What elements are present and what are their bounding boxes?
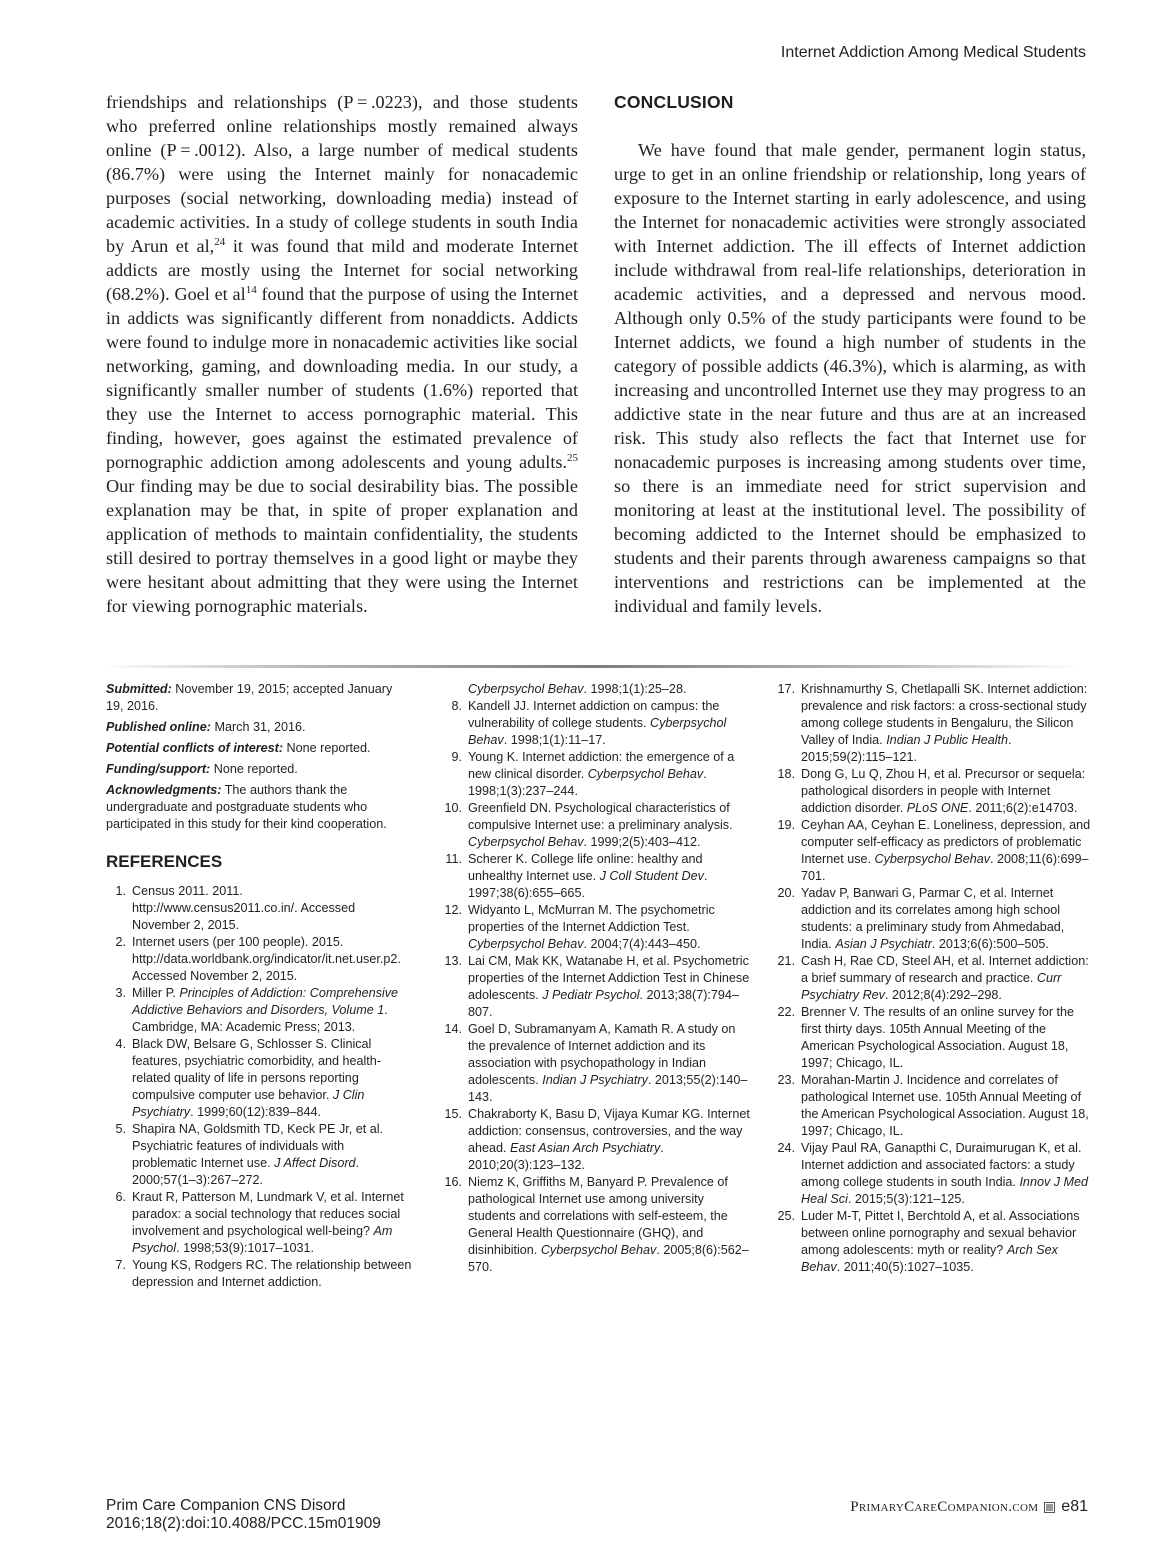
- reference-item: [775, 953, 1093, 1004]
- reference-item: [106, 883, 412, 934]
- reference-item: [775, 817, 1093, 885]
- body-column-right: [614, 90, 1086, 618]
- references-heading: REFERENCES: [106, 852, 223, 871]
- reference-item: [775, 766, 1093, 817]
- published-info: [106, 719, 412, 736]
- reference-item: [775, 1004, 1093, 1072]
- reference-journal: Cyberpsychol Behav: [468, 835, 584, 849]
- reference-text: Krishnamurthy S, Chetlapalli SK. Internet addiction: prevalence and risk factors: a cross-sectional study among college students in Bengaluru, the Silicon Valley of India.: [801, 682, 1088, 747]
- reference-number: 7.: [115, 1258, 126, 1272]
- reference-citation: . 2013;55(2):140–143.: [468, 1073, 748, 1104]
- conclusion-paragraph: We have found that male gender, permanent login status, urge to get in an online friendship or relationship, long years of exposure to the Internet starting in early adolescence, and using the Internet for nonacademic activities were strongly associated with Internet addiction. The ill effects of Internet addiction include withdrawal from real-life relationships, deterioration in academic activities, and a depressed and nervous mood. Although only 0.5% of the study participants were found to be Internet addicts, we found a high number of students in the category of possible addicts (46.3%), which is alarming, as with increasing and uncontrolled Internet use they may progress to an addictive state in the near future and thus are at an increased risk. This study also reflects the fact that Internet use for nonacademic purposes is increasing among students over time, so there is an immediate need for strict supervision and monitoring at least at the institutional level. The possibility of becoming addicted to the Internet should be emphasized to students and their parents through awareness campaigns so that interventions and restrictions can be implemented at the individual and family levels.: [614, 140, 1086, 616]
- published-label: Published online:: [106, 720, 211, 734]
- reference-item: [442, 749, 754, 800]
- reference-citation: . 1999;2(5):403–412.: [583, 835, 701, 849]
- reference-citation: . 2005;8(6):562–570.: [468, 1243, 749, 1274]
- reference-citation: . 2008;11(6):699–701.: [801, 852, 1089, 883]
- reference-citation: . 2000;57(1–3):267–272.: [132, 1156, 360, 1187]
- reference-item: [442, 1106, 754, 1174]
- reference-journal: J Coll Student Dev: [599, 869, 704, 883]
- submitted-info: [106, 681, 412, 715]
- reference-item: [442, 902, 754, 953]
- acknowledgments-label: Acknowledgments:: [106, 783, 222, 797]
- reference-number: 9.: [451, 750, 462, 764]
- reference-citation: . 2015;5(3):121–125.: [847, 1192, 965, 1206]
- reference-number: 21.: [777, 954, 795, 968]
- funding-value: None reported.: [210, 762, 298, 776]
- reference-journal: Cyberpsychol Behav: [874, 852, 991, 866]
- reference-number: 22.: [777, 1005, 795, 1019]
- reference-journal: Cyberpsychol Behav: [540, 1243, 657, 1257]
- reference-citation: . 1998;1(1):25–28.: [583, 682, 687, 696]
- reference-journal: Cyberpsychol Behav: [468, 716, 727, 747]
- reference-text: Scherer K. College life online: healthy and unhealthy Internet use.: [468, 852, 703, 883]
- reference-text: Miller P.: [132, 986, 180, 1000]
- reference-number: 1.: [115, 884, 126, 898]
- reference-item: [442, 953, 754, 1021]
- reference-number: 17.: [777, 682, 795, 696]
- reference-item: [106, 985, 412, 1036]
- reference-list: [442, 698, 754, 1276]
- square-icon: [1044, 1502, 1055, 1513]
- text-run: friendships and relationships (P = .0223), and those students who preferred online relationships mostly remained always online (P = .0012). Also, a large number of medical students (86.7%) were using the Internet mainly for nonacademic purposes (social networking, downloading media) instead of academic activities. In a study of college students in south India by Arun et al,: [106, 92, 578, 256]
- reference-text: Shapira NA, Goldsmith TD, Keck PE Jr, et al. Psychiatric features of individuals with problematic Internet use.: [132, 1122, 384, 1170]
- reference-item: [775, 1208, 1093, 1276]
- reference-item: [106, 934, 412, 985]
- citation-superscript[interactable]: 25: [567, 452, 578, 464]
- reference-journal: Indian J Psychiatry: [542, 1073, 648, 1087]
- reference-item: [442, 1021, 754, 1106]
- reference-number: 12.: [444, 903, 462, 917]
- reference-list: [775, 681, 1093, 1276]
- reference-item: [442, 851, 754, 902]
- article-info-column: [106, 681, 412, 1291]
- reference-number: 14.: [444, 1022, 462, 1036]
- reference-text: Morahan-Martin J. Incidence and correlates of pathological Internet use. 105th Annual Meeting of the American Psychological Association. August 18, 1997; Chicago, IL.: [801, 1073, 1089, 1138]
- reference-journal: Innov J Med Heal Sci: [801, 1175, 1089, 1206]
- reference-number: 3.: [115, 986, 126, 1000]
- reference-item: [106, 1121, 412, 1189]
- reference-number: 24.: [777, 1141, 795, 1155]
- reference-number: 8.: [451, 699, 462, 713]
- text-run: Our finding may be due to social desirability bias. The possible explanation may be that, in spite of proper explanation and application of methods to maintain confidentiality, the students still desired to portray themselves in a good light or maybe they were hesitant about admitting that they were using the Internet for viewing pornographic materials.: [106, 476, 578, 616]
- reference-number: 2.: [115, 935, 126, 949]
- reference-citation: . 1998;1(1):11–17.: [503, 733, 606, 747]
- reference-number: 25.: [777, 1209, 795, 1223]
- reference-item: [775, 1072, 1093, 1140]
- reference-item: [106, 1189, 412, 1257]
- reference-text: Goel D, Subramanyam A, Kamath R. A study on the prevalence of Internet addiction and its association with psychopathology in Indian adolescents.: [468, 1022, 736, 1087]
- reference-journal: J Affect Disord: [274, 1156, 356, 1170]
- reference-citation: . 2004;7(4):443–450.: [583, 937, 701, 951]
- footer-journal-name: Prim Care Companion CNS Disord: [106, 1497, 346, 1514]
- reference-citation: . 2011;6(2):e14703.: [968, 801, 1078, 815]
- published-value: March 31, 2016.: [210, 720, 306, 734]
- funding-label: Funding/support:: [106, 762, 211, 776]
- reference-item: [442, 698, 754, 749]
- reference-text: Niemz K, Griffiths M, Banyard P. Prevalence of pathological Internet use among university students and correlations with self-esteem, the General Health Questionnaire (GHQ), and disinhibition.: [468, 1175, 728, 1257]
- reference-title: Principles of Addiction: Comprehensive Addictive Behaviors and Disorders, Volume 1: [132, 986, 398, 1017]
- footer-page-info: [850, 1498, 1088, 1516]
- reference-journal: J Pediatr Psychol: [542, 988, 640, 1002]
- acknowledgments-value: The authors thank the undergraduate and postgraduate students who participated in this study for their kind cooperation.: [106, 783, 387, 831]
- acknowledgments-info: [106, 782, 412, 833]
- reference-journal: Am Psychol: [132, 1224, 393, 1255]
- reference-citation: . 1999;60(12):839–844.: [190, 1105, 322, 1119]
- citation-superscript[interactable]: 14: [245, 284, 257, 296]
- reference-item: [775, 885, 1093, 953]
- section-divider: [100, 665, 1080, 668]
- reference-number: 20.: [777, 886, 795, 900]
- submitted-label: Submitted:: [106, 682, 172, 696]
- reference-item: [106, 1257, 412, 1291]
- funding-info: [106, 761, 412, 778]
- reference-item: [775, 681, 1093, 766]
- text-run: it was found that mild and moderate Internet addicts are mostly using the Internet for social networking (68.2%). Goel et al: [106, 236, 578, 304]
- reference-citation: . 2012;8(4):292–298.: [884, 988, 1002, 1002]
- reference-text: Lai CM, Mak KK, Watanabe H, et al. Psychometric properties of the Internet Addiction Test in Chinese adolescents.: [468, 954, 750, 1002]
- reference-list-col1: [106, 883, 412, 1291]
- reference-continuation: [442, 681, 754, 698]
- reference-item: [775, 1140, 1093, 1208]
- reference-journal: Curr Psychiatry Rev: [801, 971, 1062, 1002]
- reference-text: Brenner V. The results of an online survey for the first thirty days. 105th Annual Meeting of the American Psychological Association. August 18, 1997; Chicago, IL.: [801, 1005, 1075, 1070]
- page-number: e81: [1061, 1498, 1088, 1515]
- text-run: found that the purpose of using the Internet in addicts was significantly different from nonaddicts. Addicts were found to indulge more in nonacademic activities like social networking, gaming, and downloading media. In our study, a significantly smaller number of students (1.6%) reported that they use the Internet to access pornographic material. This finding, however, goes against the estimated prevalence of pornographic addiction among adolescents and young adults.: [106, 284, 579, 472]
- reference-journal: PLoS ONE: [906, 801, 969, 815]
- reference-number: 23.: [777, 1073, 795, 1087]
- discussion-paragraph: [106, 90, 578, 618]
- reference-number: 19.: [777, 818, 795, 832]
- reference-number: 4.: [115, 1037, 126, 1051]
- reference-text: Kraut R, Patterson M, Lundmark V, et al. Internet paradox: a social technology that reduces social involvement and psychological well-being?: [132, 1190, 404, 1238]
- footer-citation: [106, 1497, 381, 1533]
- reference-item: [442, 800, 754, 851]
- reference-text: Widyanto L, McMurran M. The psychometric properties of the Internet Addiction Test.: [468, 903, 715, 934]
- reference-number: 11.: [445, 852, 462, 866]
- reference-text: Ceyhan AA, Ceyhan E. Loneliness, depression, and computer self-efficacy as predictors of problematic Internet use.: [801, 818, 1091, 866]
- reference-text[interactable]: Internet users (per 100 people). 2015. http://data.worldbank.org/indicator/it.net.user.p2. Accessed November 2, 2015.: [132, 935, 401, 983]
- reference-text: Greenfield DN. Psychological characteristics of compulsive Internet use: a preliminary analysis.: [468, 801, 733, 832]
- reference-journal: Cyberpsychol Behav: [468, 937, 584, 951]
- reference-number: 10.: [444, 801, 462, 815]
- reference-item: [106, 1036, 412, 1121]
- reference-text: Kandell JJ. Internet addiction on campus: the vulnerability of college students.: [468, 699, 720, 730]
- body-column-left: [106, 90, 578, 618]
- reference-citation: . 2013;38(7):794–807.: [468, 988, 739, 1019]
- reference-journal: J Clin Psychiatry: [132, 1088, 365, 1119]
- reference-text: Black DW, Belsare G, Schlosser S. Clinical features, psychiatric comorbidity, and health-related quality of life in persons reporting compulsive computer use behavior.: [132, 1037, 381, 1102]
- conclusion-heading: CONCLUSION: [614, 92, 734, 112]
- reference-journal: East Asian Arch Psychiatry: [510, 1141, 661, 1155]
- conflicts-value: None reported.: [283, 741, 371, 755]
- reference-text: Young KS, Rodgers RC. The relationship between depression and Internet addiction.: [132, 1258, 412, 1289]
- reference-citation: . 2011;40(5):1027–1035.: [836, 1260, 974, 1274]
- reference-text: Chakraborty K, Basu D, Vijaya Kumar KG. Internet addiction: consensus, controversies, and the way ahead.: [468, 1107, 750, 1155]
- reference-number: 15.: [444, 1107, 462, 1121]
- reference-citation: . 1998;53(9):1017–1031.: [176, 1241, 315, 1255]
- footer-doi[interactable]: 2016;18(2):doi:10.4088/PCC.15m01909: [106, 1515, 381, 1532]
- reference-journal: Indian J Public Health: [886, 733, 1008, 747]
- reference-citation: . 2013;6(6):500–505.: [931, 937, 1049, 951]
- footer-website-link[interactable]: PrimaryCareCompanion.com: [850, 1498, 1039, 1515]
- reference-text[interactable]: Census 2011. 2011. http://www.census2011.co.in/. Accessed November 2, 2015.: [132, 884, 356, 932]
- reference-text: Dong G, Lu Q, Zhou H, et al. Precursor or sequela: pathological disorders in people with Internet addiction disorder.: [801, 767, 1086, 815]
- reference-journal: Cyberpsychol Behav: [468, 682, 584, 696]
- reference-text: Luder M-T, Pittet I, Berchtold A, et al. Associations between online pornography and sexual behavior among adolescents: myth or reality?: [801, 1209, 1080, 1257]
- conflicts-info: [106, 740, 412, 757]
- running-title: Internet Addiction Among Medical Students: [780, 44, 1086, 61]
- reference-journal: Arch Sex Behav: [801, 1243, 1058, 1274]
- reference-text: Vijay Paul RA, Ganapthi C, Duraimurugan K, et al. Internet addiction and associated factors: a study among college students in south India.: [801, 1141, 1082, 1189]
- reference-number: 16.: [444, 1175, 462, 1189]
- reference-journal: Asian J Psychiatr: [835, 937, 932, 951]
- submitted-value: November 19, 2015; accepted January 19, 2016.: [106, 682, 393, 713]
- reference-citation: . 2015;59(2):115–121.: [801, 733, 1012, 764]
- reference-number: 13.: [444, 954, 462, 968]
- reference-citation: . Cambridge, MA: Academic Press; 2013.: [132, 1003, 388, 1034]
- reference-number: 6.: [115, 1190, 126, 1204]
- reference-number: 18.: [777, 767, 795, 781]
- citation-superscript[interactable]: 24: [214, 236, 226, 248]
- reference-text: Yadav P, Banwari G, Parmar C, et al. Internet addiction and its correlates among high school students: a preliminary study from Ahmedabad, India.: [801, 886, 1065, 951]
- reference-text: Young K. Internet addiction: the emergence of a new clinical disorder.: [468, 750, 735, 781]
- reference-citation: . 1998;1(3):237–244.: [468, 767, 707, 798]
- reference-item: [442, 1174, 754, 1276]
- reference-number: 5.: [115, 1122, 126, 1136]
- reference-citation: . 1997;38(6):655–665.: [468, 869, 708, 900]
- reference-text: Cash H, Rae CD, Steel AH, et al. Internet addiction: a brief summary of research and practice.: [801, 954, 1089, 985]
- reference-list-col2: [442, 681, 754, 1276]
- reference-list-col3: [775, 681, 1093, 1276]
- reference-citation: . 2010;20(3):123–132.: [468, 1141, 664, 1172]
- reference-journal: Cyberpsychol Behav: [587, 767, 704, 781]
- conflicts-label: Potential conflicts of interest:: [106, 741, 284, 755]
